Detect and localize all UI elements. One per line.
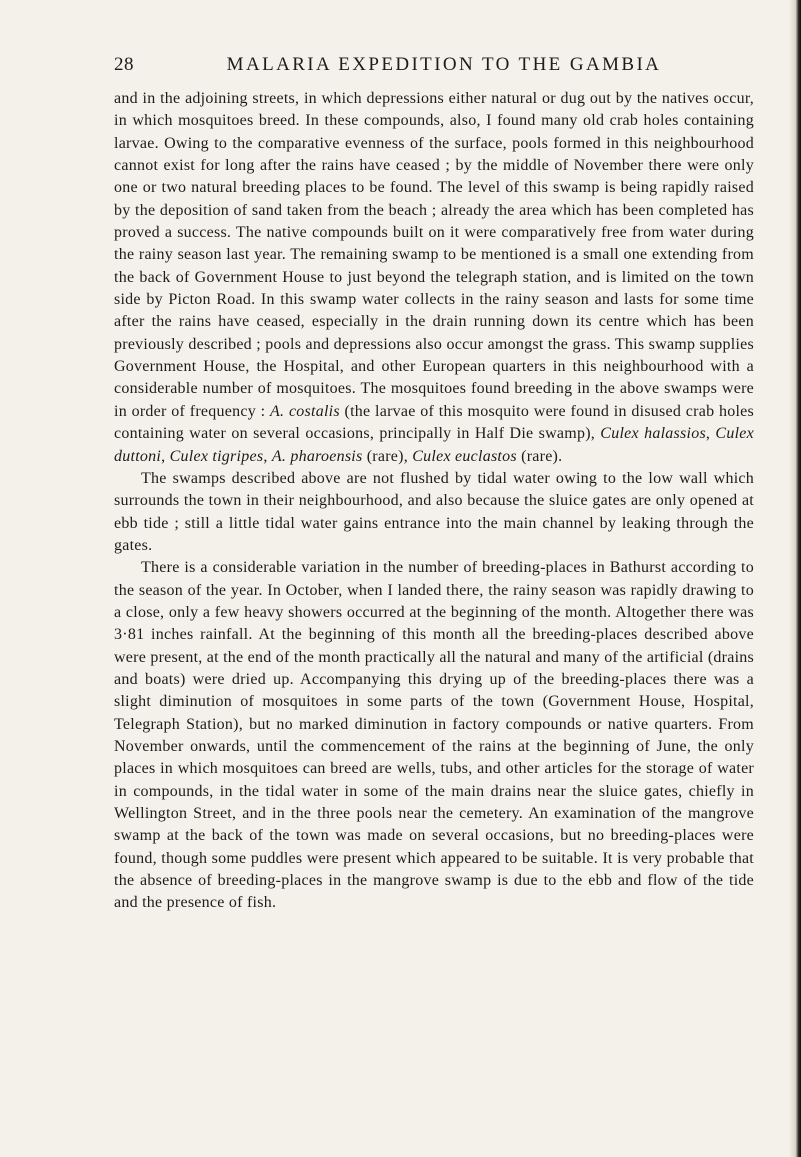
text-run: , — [705, 425, 716, 443]
text-run: There is a considerable variation in the number of breeding-places in Bathurst according to the season of the year. In October, when I landed there, the rainy season was rapidly drawing to a close, only a few heavy showers occurred at the beginning of the month. Altogether there was 3·81 inches rainfall. At the beginning of this month all the breeding-places described above were present, at the end of the month practically all the natural and many of the artificial (drains and boats) were dried up. Accompanying this drying up of the breeding-places there was a slight diminution of mosquitoes in some parts of the town (Government House, Hospital, Telegraph Station), but no marked diminution in factory compounds or native quarters. From November onwards, until the commencement of the rains at the beginning of June, the only places in which mosquitoes can breed are wells, tubs, and other articles for the storage of water in compounds, in the tidal water in some of the main drains near the sluice gates, chiefly in Wellington Street, and in the three pools near the cemetery. An examination of the mangrove swamp at the back of the town was made on several occasions, but no breeding-places were found, though some puddles were present which appeared to be suitable. It is very probable that the absence of breeding-places in the mangrove swamp is due to the ebb and flow of the tide and the presence of fish. — [114, 559, 754, 912]
text-run: (rare). — [516, 447, 563, 465]
species-name: Culex halassios — [600, 425, 706, 443]
species-name: Culex duttoni — [114, 425, 754, 465]
paragraph — [114, 557, 754, 915]
body-text — [114, 88, 754, 915]
text-run: The swamps described above are not flushed by tidal water owing to the low wall which surrounds the town in their neighbourhood, and also because the sluice gates are only opened at ebb tide ; still a little tidal water gains entrance into the main channel by leaking through the gates. — [114, 469, 754, 554]
text-run: and in the adjoining streets, in which depressions either natural or dug out by the natives occur, in which mosquitoes breed. In these compounds, also, I found many old crab holes containing larvae. Owing to the comparative evenness of the surface, pools formed in this neighbourhood cannot exist for long after the rains have ceased ; by the middle of November there were only one or two natural breeding places to be found. The level of this swamp is being rapidly raised by the deposition of sand taken from the beach ; already the area which has been completed has proved a success. The native compounds built on it were comparatively free from water during the rainy season last year. The remaining swamp to be mentioned is a small one extending from the back of Government House to just beyond the telegraph station, and is limited on the town side by Picton Road. In this swamp water collects in the rainy season and lasts for some time after the rains have ceased, especially in the drain running down its centre which has been previously described ; pools and depressions also occur amongst the grass. This swamp supplies Government House, the Hospital, and other European quarters in this neighbourhood with a considerable number of mosquitoes. The mosquitoes found breeding in the above swamps were in order of frequency : — [114, 90, 754, 420]
species-name: A. pharoensis — [271, 447, 363, 465]
page-edge-shadow — [789, 0, 801, 1157]
text-run: , — [263, 447, 272, 465]
paragraph — [114, 88, 754, 468]
species-name: A. costalis — [270, 402, 340, 420]
text-run: , — [161, 447, 170, 465]
running-head: MALARIA EXPEDITION TO THE GAMBIA — [226, 54, 662, 75]
text-run: (the larvae of this mosquito were found in disused crab holes containing water on several occasions, principally in Half Die swamp), — [114, 402, 755, 443]
paragraph — [114, 468, 754, 557]
page-header — [114, 54, 754, 80]
species-name: Culex tigripes — [169, 447, 264, 465]
species-name: Culex euclastos — [412, 447, 517, 465]
text-run: (rare), — [362, 447, 413, 465]
page-number: 28 — [114, 54, 134, 75]
